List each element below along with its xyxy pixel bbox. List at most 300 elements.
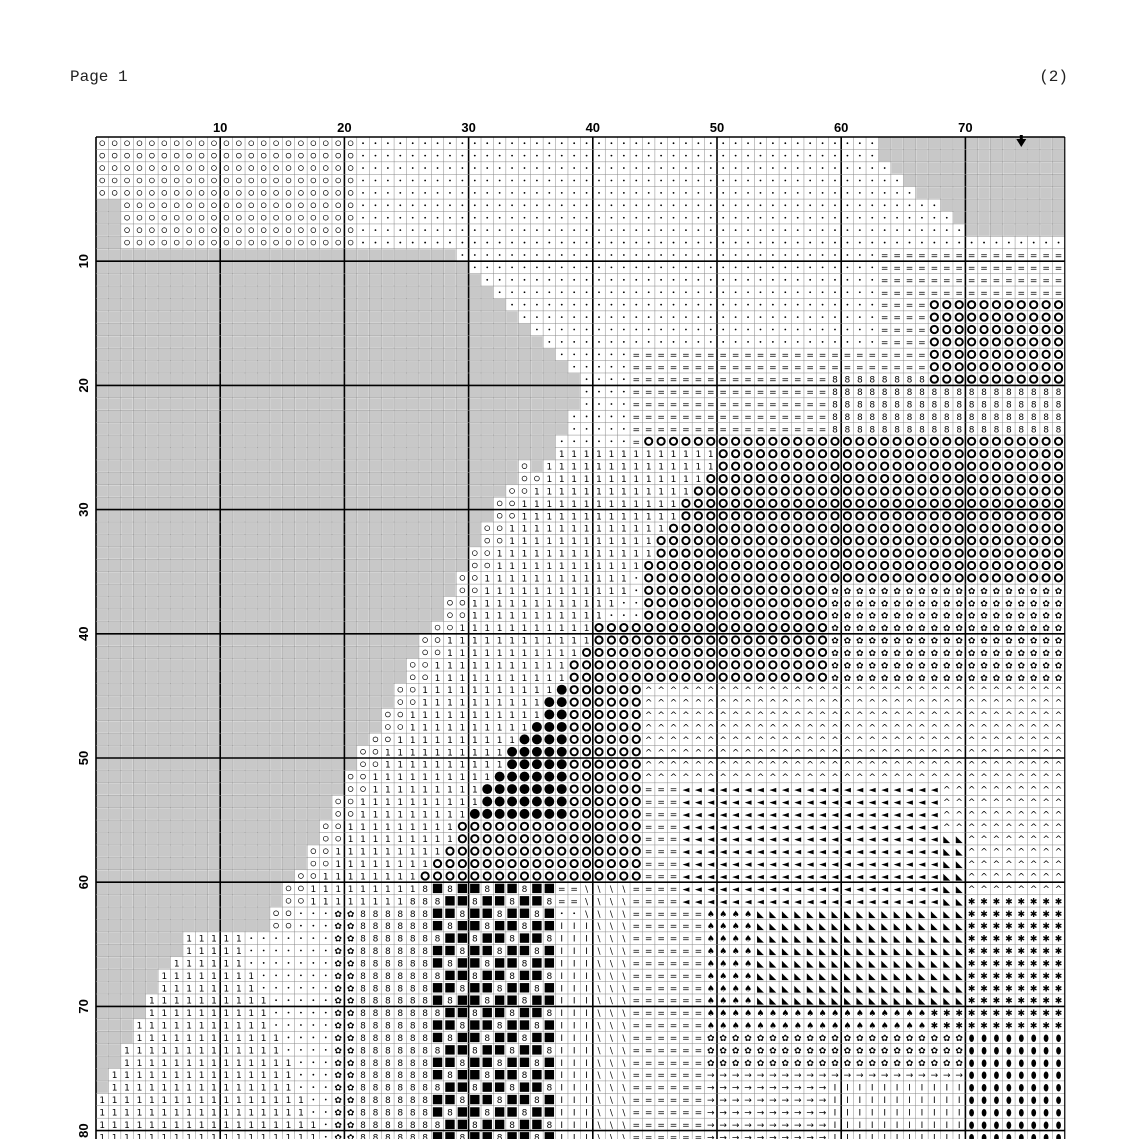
dot-symbol: [499, 229, 501, 231]
leftarrow-symbol: ◄: [893, 810, 901, 821]
stipple-cell: [419, 622, 430, 633]
dot-symbol: [598, 353, 600, 355]
stipple-cell: [134, 361, 145, 372]
stipple-cell: [370, 634, 381, 645]
dot-symbol: [573, 192, 575, 194]
caret-symbol: ^: [1017, 835, 1026, 846]
dot-symbol: [697, 279, 699, 281]
heavy-circle-symbol: [434, 872, 441, 879]
stipple-cell: [233, 361, 244, 372]
leftarrow-symbol: ◄: [707, 847, 715, 858]
one-symbol: 1: [459, 624, 466, 635]
stipple-cell: [246, 262, 257, 273]
heavy-circle-symbol: [856, 475, 863, 482]
dot-symbol: [300, 925, 302, 927]
stipple-cell: [171, 411, 182, 422]
equals-symbol: =: [644, 860, 653, 871]
stipple-cell: [308, 361, 319, 372]
equals-symbol: =: [781, 363, 790, 374]
stipple-cell: [208, 262, 219, 273]
stipple-cell: [407, 609, 418, 620]
dot-symbol: [511, 229, 513, 231]
heavy-circle-symbol: [695, 624, 702, 631]
stipple-cell: [171, 597, 182, 608]
stipple-cell: [1028, 138, 1039, 149]
one-symbol: 1: [546, 524, 553, 535]
stipple-cell: [109, 411, 120, 422]
stipple-cell: [966, 224, 977, 235]
heavy-circle-symbol: [571, 773, 578, 780]
one-symbol: 1: [683, 450, 689, 461]
heavy-circle-symbol: [980, 351, 987, 358]
dot-symbol: [809, 341, 811, 343]
leftarrow-symbol: ◄: [918, 785, 926, 796]
bullet-symbol: [544, 747, 554, 757]
equals-symbol: =: [657, 810, 665, 821]
heavy-circle-symbol: [769, 574, 776, 581]
equals-symbol: =: [682, 922, 690, 933]
heavy-circle-symbol: [682, 562, 689, 569]
dot-symbol: [847, 142, 849, 144]
stipple-cell: [270, 523, 281, 534]
heavy-circle-symbol: [620, 686, 627, 693]
square-symbol: [532, 921, 541, 930]
heavy-circle-symbol: [993, 463, 1000, 470]
circle-symbol: [261, 203, 266, 208]
stipple-cell: [382, 684, 393, 695]
dot-symbol: [697, 304, 699, 306]
stipple-cell: [97, 274, 108, 285]
stipple-cell: [444, 460, 455, 471]
dot-symbol: [859, 229, 861, 231]
stipple-cell: [159, 560, 170, 571]
heavy-circle-symbol: [508, 872, 515, 879]
circle-symbol: [336, 824, 341, 829]
heavy-circle-symbol: [533, 872, 540, 879]
heavy-circle-symbol: [459, 872, 466, 879]
caret-symbol: ^: [905, 748, 914, 759]
caret-symbol: ^: [657, 760, 665, 771]
stipple-cell: [432, 287, 443, 298]
stipple-cell: [159, 498, 170, 509]
heavy-circle-symbol: [968, 450, 975, 457]
stipple-cell: [97, 299, 108, 310]
dot-symbol: [685, 142, 687, 144]
stipple-cell: [258, 572, 269, 583]
equals-symbol: =: [781, 388, 790, 399]
stipple-cell: [345, 373, 356, 384]
stipple-cell: [183, 535, 194, 546]
caret-symbol: ^: [930, 760, 939, 771]
dot-symbol: [722, 167, 724, 169]
one-symbol: 1: [422, 785, 428, 796]
caret-symbol: ^: [707, 698, 715, 709]
heavy-circle-symbol: [893, 549, 900, 556]
dot-symbol: [648, 204, 650, 206]
one-symbol: 1: [521, 673, 528, 684]
stipple-cell: [109, 200, 120, 211]
stipple-cell: [246, 373, 257, 384]
stipple-cell: [444, 510, 455, 521]
triangle-symbol: ◣: [769, 922, 777, 933]
circle-symbol: [149, 190, 154, 195]
heavy-circle-symbol: [732, 525, 739, 532]
stipple-cell: [221, 597, 232, 608]
dot-symbol: [722, 204, 724, 206]
caret-symbol: ^: [843, 711, 852, 722]
stipple-cell: [208, 349, 219, 360]
stipple-cell: [283, 299, 294, 310]
eight-symbol: 8: [931, 412, 938, 423]
stipple-cell: [407, 386, 418, 397]
dot-symbol: [623, 217, 625, 219]
dot-symbol: [561, 440, 563, 442]
circle-symbol: [485, 563, 490, 568]
dot-symbol: [362, 229, 364, 231]
circle-symbol: [274, 240, 279, 245]
stipple-cell: [332, 721, 343, 732]
flower-symbol: ✿: [955, 636, 963, 647]
stipple-cell: [283, 696, 294, 707]
stipple-cell: [183, 721, 194, 732]
caret-symbol: ^: [769, 735, 777, 746]
dot-symbol: [611, 192, 613, 194]
circle-symbol: [187, 178, 192, 183]
circle-symbol: [398, 687, 403, 692]
one-symbol: 1: [670, 499, 677, 510]
dot-symbol: [598, 254, 600, 256]
circle-symbol: [162, 153, 167, 158]
stipple-cell: [258, 808, 269, 819]
heavy-circle-symbol: [633, 872, 640, 879]
dot-symbol: [611, 391, 613, 393]
stipple-cell: [258, 833, 269, 844]
equals-symbol: =: [731, 388, 740, 399]
stipple-cell: [345, 647, 356, 658]
equals-symbol: =: [657, 835, 665, 846]
one-symbol: 1: [509, 711, 515, 722]
stipple-cell: [457, 324, 468, 335]
stipple-cell: [183, 759, 194, 770]
stipple-cell: [494, 460, 505, 471]
flower-symbol: ✿: [1054, 661, 1063, 672]
eight-symbol: 8: [471, 897, 478, 908]
stipple-cell: [134, 373, 145, 384]
stipple-cell: [246, 908, 257, 919]
stipple-cell: [295, 771, 306, 782]
dot-symbol: [524, 229, 526, 231]
circle-symbol: [299, 240, 304, 245]
caret-symbol: ^: [856, 735, 864, 746]
stipple-cell: [246, 609, 257, 620]
stipple-cell: [345, 535, 356, 546]
stipple-cell: [482, 460, 493, 471]
stipple-cell: [146, 734, 157, 745]
dot-symbol: [809, 242, 811, 244]
stipple-cell: [283, 485, 294, 496]
dot-symbol: [648, 304, 650, 306]
heavy-circle-symbol: [943, 549, 950, 556]
circle-symbol: [373, 762, 378, 767]
stipple-cell: [233, 696, 244, 707]
stipple-cell: [432, 473, 443, 484]
dot-symbol: [784, 192, 786, 194]
caret-symbol: ^: [1017, 686, 1026, 697]
heavy-circle-symbol: [744, 463, 751, 470]
equals-symbol: =: [769, 375, 777, 386]
dot-symbol: [735, 341, 737, 343]
circle-symbol: [149, 215, 154, 220]
stipple-cell: [258, 771, 269, 782]
one-symbol: 1: [484, 735, 491, 746]
eight-symbol: 8: [894, 425, 900, 436]
heavy-circle-symbol: [918, 450, 925, 457]
dot-symbol: [387, 242, 389, 244]
heavy-circle-symbol: [794, 475, 801, 482]
heavy-circle-symbol: [608, 785, 615, 792]
stipple-cell: [233, 423, 244, 434]
flower-symbol: ✿: [942, 661, 951, 672]
circle-symbol: [125, 141, 130, 146]
dot-symbol: [697, 204, 699, 206]
stipple-cell: [1003, 187, 1014, 198]
stipple-cell: [1003, 138, 1014, 149]
hourglass-symbol: I: [585, 922, 588, 933]
stipple-cell: [357, 709, 368, 720]
dot-symbol: [635, 180, 637, 182]
stipple-cell: [270, 597, 281, 608]
heavy-circle-symbol: [980, 562, 987, 569]
stipple-cell: [258, 659, 269, 670]
stipple-cell: [233, 709, 244, 720]
stipple-cell: [97, 597, 108, 608]
heavy-circle-symbol: [484, 848, 491, 855]
dot-symbol: [598, 242, 600, 244]
caret-symbol: ^: [1029, 735, 1038, 746]
dot-symbol: [635, 279, 637, 281]
stipple-cell: [345, 609, 356, 620]
stipple-cell: [370, 709, 381, 720]
heavy-circle-symbol: [782, 500, 789, 507]
one-symbol: 1: [347, 884, 354, 895]
heavy-circle-symbol: [608, 835, 615, 842]
dot-symbol: [561, 167, 563, 169]
stipple-cell: [382, 560, 393, 571]
one-symbol: 1: [558, 512, 565, 523]
stipple-cell: [531, 386, 542, 397]
triangle-symbol: ◣: [893, 922, 901, 933]
caret-symbol: ^: [1017, 723, 1026, 734]
stipple-cell: [246, 883, 257, 894]
circle-symbol: [236, 141, 241, 146]
stipple-cell: [568, 398, 579, 409]
one-symbol: 1: [422, 686, 428, 697]
stipple-cell: [270, 858, 281, 869]
heavy-circle-symbol: [633, 674, 640, 681]
stipple-cell: [382, 510, 393, 521]
caret-symbol: ^: [980, 748, 988, 759]
stipple-cell: [196, 883, 207, 894]
heavy-circle-symbol: [844, 475, 851, 482]
stipple-cell: [295, 262, 306, 273]
leftarrow-symbol: ◄: [856, 872, 864, 883]
eight-symbol: 8: [521, 884, 528, 895]
stipple-cell: [97, 560, 108, 571]
stipple-cell: [258, 709, 269, 720]
dot-symbol: [511, 242, 513, 244]
stipple-cell: [171, 908, 182, 919]
stipple-cell: [283, 436, 294, 447]
leftarrow-symbol: ◄: [868, 810, 876, 821]
heavy-circle-symbol: [633, 624, 640, 631]
one-symbol: 1: [335, 847, 342, 858]
heavy-circle-symbol: [720, 512, 727, 519]
eight-symbol: 8: [844, 400, 851, 411]
backslash-symbol: \: [609, 922, 613, 933]
stipple-cell: [419, 299, 430, 310]
heavy-circle-symbol: [583, 835, 590, 842]
stipple-cell: [171, 299, 182, 310]
flower-symbol: ✿: [893, 586, 901, 597]
equals-symbol: =: [719, 375, 727, 386]
equals-symbol: =: [644, 412, 653, 423]
equals-symbol: =: [644, 350, 653, 361]
caret-symbol: ^: [781, 773, 790, 784]
bullet-symbol: [557, 722, 567, 732]
stipple-cell: [246, 411, 257, 422]
equals-symbol: =: [769, 363, 777, 374]
stipple-cell: [97, 771, 108, 782]
flower-symbol: ✿: [880, 648, 889, 659]
dot-symbol: [660, 329, 662, 331]
stipple-cell: [109, 709, 120, 720]
equals-symbol: =: [781, 350, 790, 361]
equals-symbol: =: [1005, 276, 1013, 287]
stipple-cell: [432, 485, 443, 496]
stipple-cell: [196, 373, 207, 384]
stipple-cell: [283, 398, 294, 409]
stipple-cell: [121, 423, 132, 434]
stipple-cell: [233, 858, 244, 869]
equals-symbol: =: [682, 412, 690, 423]
stipple-cell: [929, 162, 940, 173]
stipple-cell: [308, 759, 319, 770]
dot-symbol: [660, 217, 662, 219]
stipple-cell: [208, 299, 219, 310]
heavy-circle-symbol: [980, 475, 987, 482]
flower-symbol: ✿: [942, 599, 951, 610]
one-symbol: 1: [583, 636, 590, 647]
stipple-cell: [953, 162, 964, 173]
stipple-cell: [183, 336, 194, 347]
caret-symbol: ^: [930, 748, 939, 759]
flower-symbol: ✿: [1005, 673, 1013, 684]
equals-symbol: =: [980, 251, 988, 262]
heavy-circle-symbol: [608, 810, 615, 817]
dot-symbol: [710, 180, 712, 182]
circle-symbol: [348, 799, 353, 804]
star-symbol: ✱: [1017, 922, 1026, 933]
stipple-cell: [407, 510, 418, 521]
dot-symbol: [909, 204, 911, 206]
stipple-cell: [146, 510, 157, 521]
stipple-cell: [221, 870, 232, 881]
spade-symbol: ♠: [744, 922, 753, 933]
backslash-symbol: \: [597, 909, 601, 920]
heavy-circle-symbol: [968, 475, 975, 482]
heavy-circle-symbol: [583, 723, 590, 730]
caret-symbol: ^: [1017, 735, 1026, 746]
stipple-cell: [208, 373, 219, 384]
stipple-cell: [395, 523, 406, 534]
stipple-cell: [270, 473, 281, 484]
stipple-cell: [407, 423, 418, 434]
stipple-cell: [97, 920, 108, 931]
caret-symbol: ^: [980, 686, 988, 697]
stipple-cell: [320, 349, 331, 360]
stipple-cell: [308, 262, 319, 273]
one-symbol: 1: [620, 512, 627, 523]
heavy-circle-symbol: [608, 661, 615, 668]
caret-symbol: ^: [1029, 872, 1038, 883]
bullet-symbol: [557, 772, 567, 782]
circle-symbol: [299, 166, 304, 171]
stipple-cell: [370, 274, 381, 285]
stipple-cell: [332, 547, 343, 558]
one-symbol: 1: [422, 835, 428, 846]
leftarrow-symbol: ◄: [769, 872, 777, 883]
caret-symbol: ^: [793, 723, 802, 734]
stipple-cell: [233, 547, 244, 558]
dot-symbol: [673, 254, 675, 256]
flower-symbol: ✿: [843, 586, 852, 597]
heavy-circle-symbol: [707, 574, 714, 581]
stipple-cell: [382, 361, 393, 372]
dot-symbol: [424, 155, 426, 157]
circle-symbol: [261, 215, 266, 220]
dot-symbol: [697, 229, 699, 231]
heavy-circle-symbol: [484, 860, 491, 867]
stipple-cell: [283, 249, 294, 260]
caret-symbol: ^: [967, 748, 976, 759]
stipple-cell: [270, 895, 281, 906]
dot-symbol: [598, 378, 600, 380]
dot-symbol: [760, 304, 762, 306]
eight-symbol: 8: [931, 425, 938, 436]
stipple-cell: [109, 771, 120, 782]
stipple-cell: [134, 336, 145, 347]
leftarrow-symbol: ◄: [719, 897, 727, 908]
heavy-circle-symbol: [794, 649, 801, 656]
stipple-cell: [308, 821, 319, 832]
stipple-cell: [258, 336, 269, 347]
stipple-cell: [295, 460, 306, 471]
stipple-cell: [395, 535, 406, 546]
stipple-cell: [432, 373, 443, 384]
heavy-circle-symbol: [583, 773, 590, 780]
heavy-circle-symbol: [980, 376, 987, 383]
dot-symbol: [847, 279, 849, 281]
stipple-cell: [308, 386, 319, 397]
stipple-cell: [332, 572, 343, 583]
heavy-circle-symbol: [695, 599, 702, 606]
square-symbol: [433, 884, 442, 893]
one-symbol: 1: [645, 512, 652, 523]
eight-symbol: 8: [844, 412, 851, 423]
one-symbol: 1: [496, 698, 503, 709]
stipple-cell: [221, 858, 232, 869]
heavy-circle-symbol: [744, 612, 751, 619]
